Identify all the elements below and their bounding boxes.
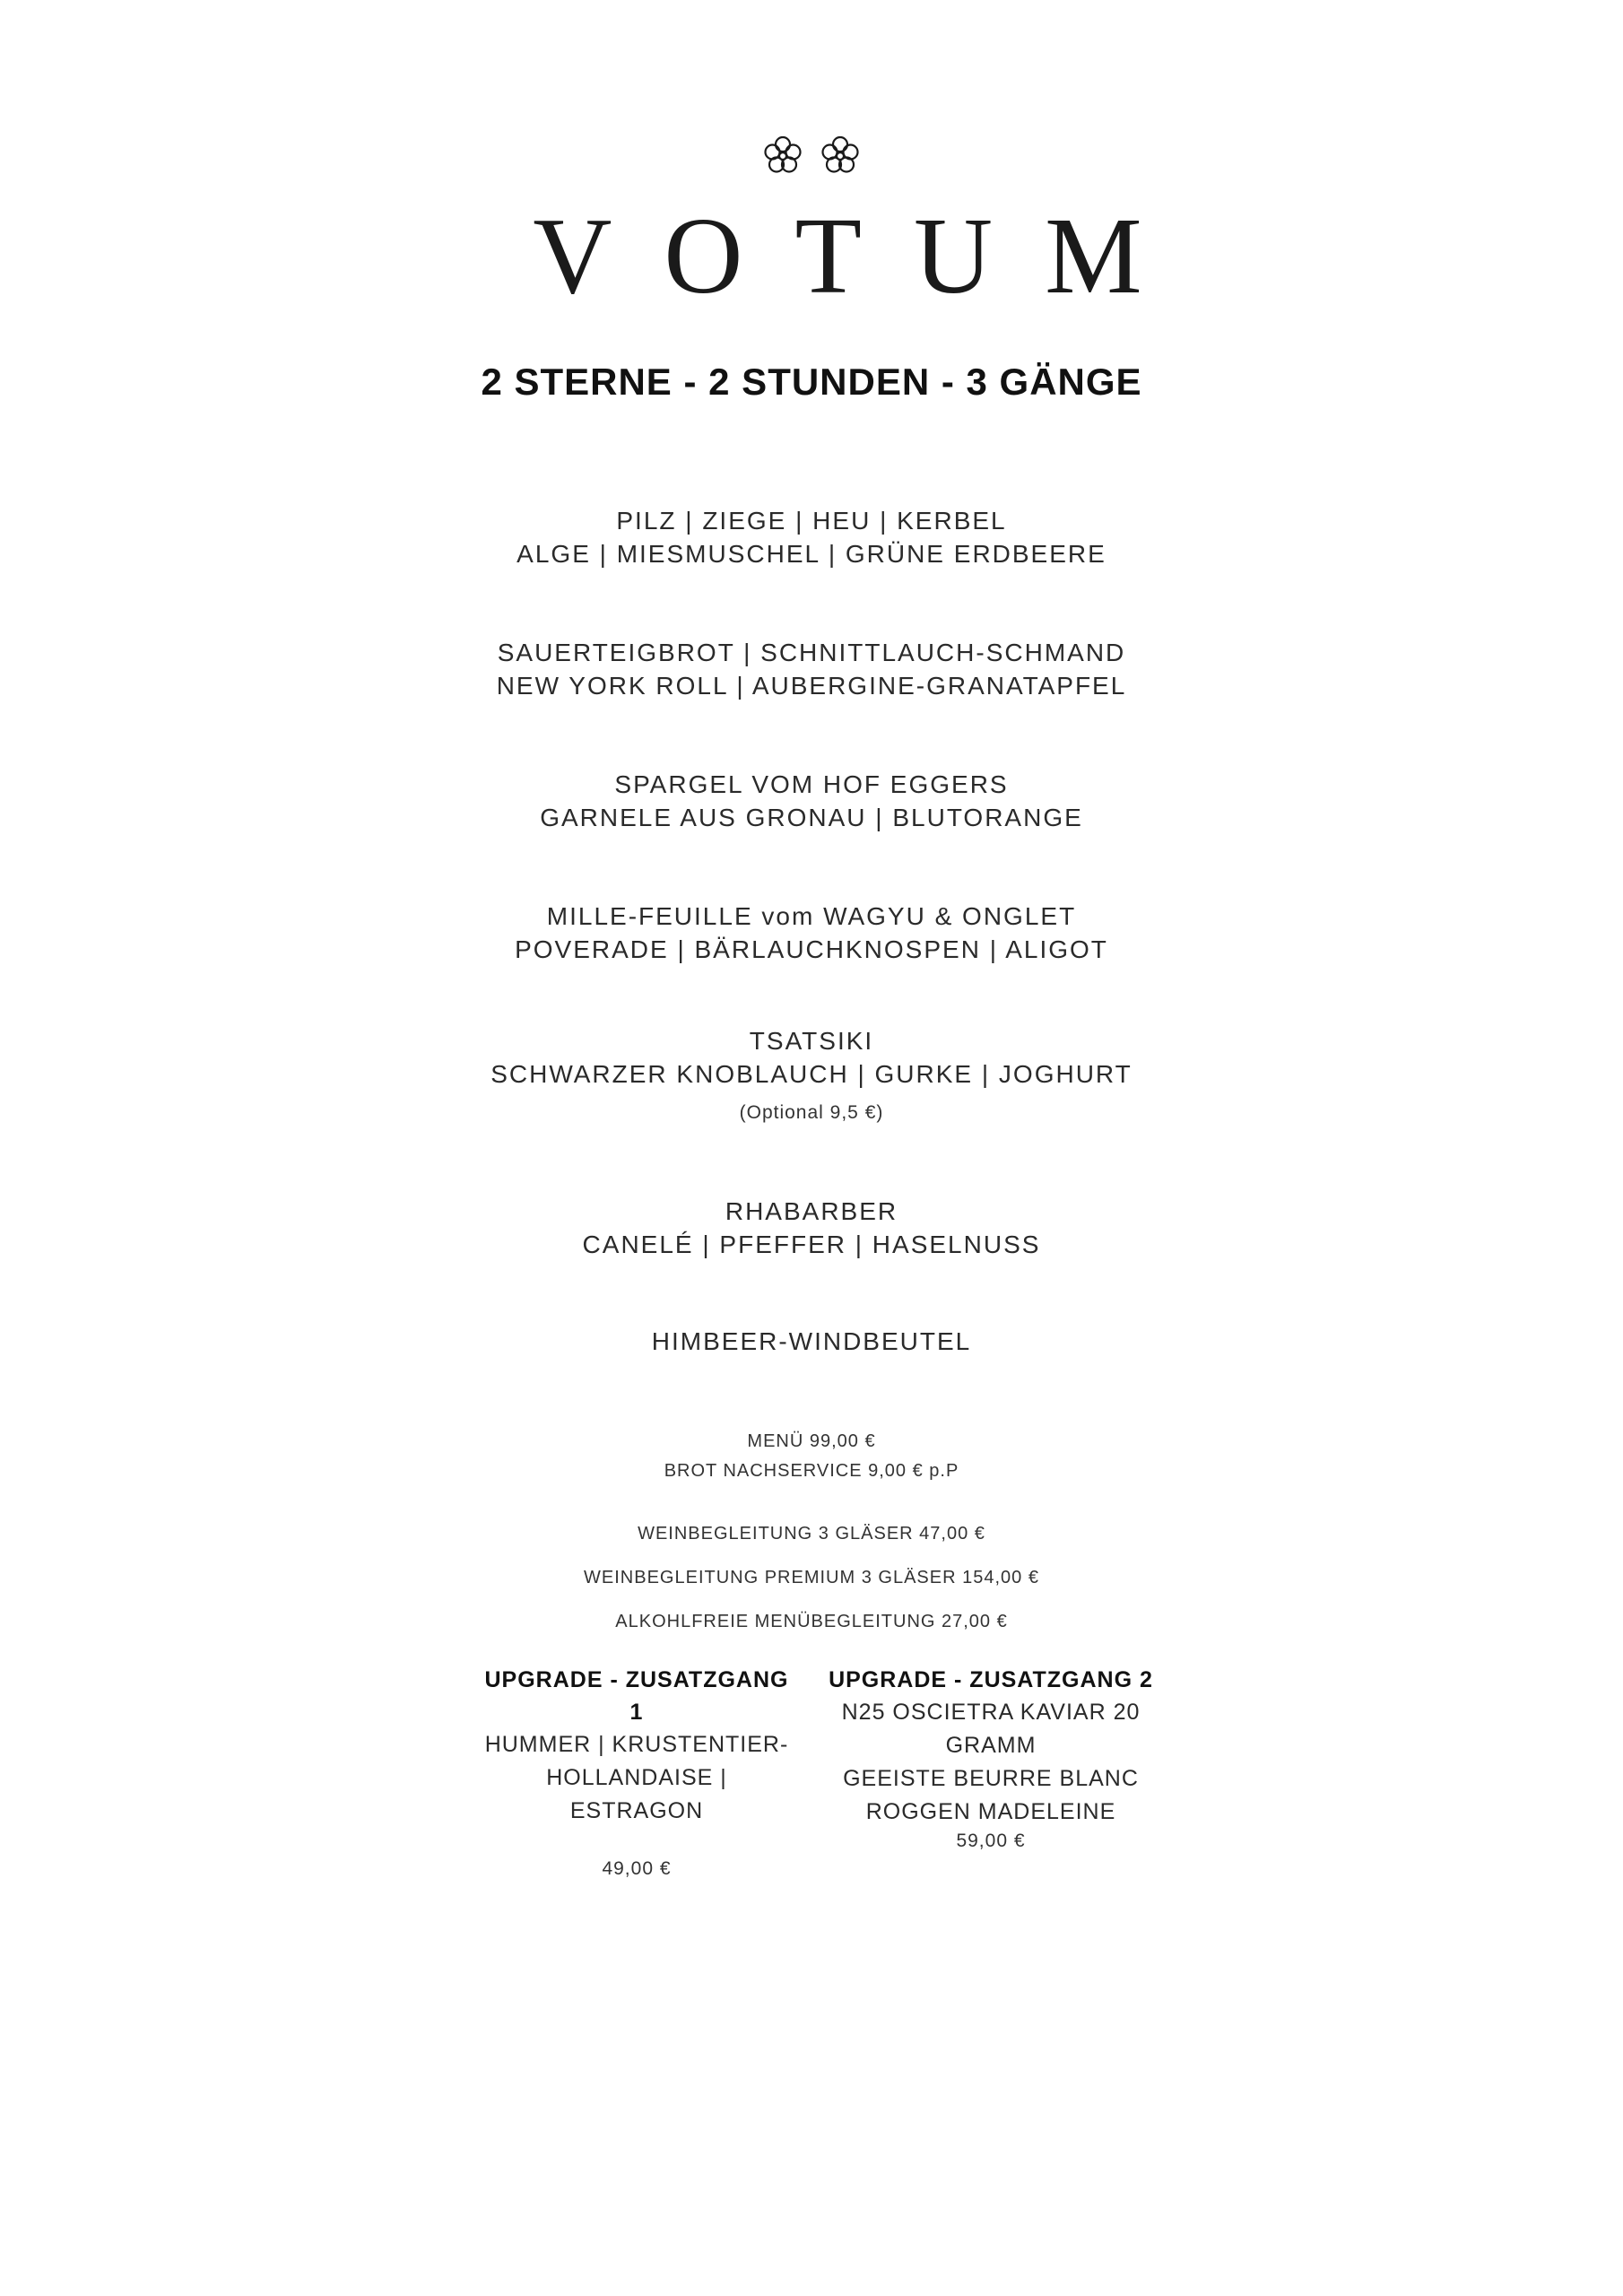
course-note: (Optional 9,5 €) bbox=[739, 1102, 884, 1123]
upgrade-price: 49,00 € bbox=[602, 1858, 672, 1879]
course-2 bbox=[0, 636, 1623, 702]
course-line: HIMBEER-WINDBEUTEL bbox=[651, 1327, 972, 1355]
course-line: ALGE | MIESMUSCHEL | GRÜNE ERDBEERE bbox=[516, 540, 1107, 568]
course-line: MILLE-FEUILLE vom WAGYU & ONGLET bbox=[546, 902, 1077, 930]
brand-logo: VOTUM bbox=[533, 196, 1194, 317]
course-1 bbox=[0, 504, 1623, 570]
upgrade-line: N25 OSCIETRA KAVIAR 20 GRAMM bbox=[841, 1700, 1141, 1758]
upgrade-2 bbox=[798, 1664, 1184, 1852]
upgrade-1 bbox=[484, 1664, 789, 1880]
course-5 bbox=[0, 1024, 1623, 1129]
course-6 bbox=[0, 1195, 1623, 1261]
upgrade-line: HOLLANDAISE | ESTRAGON bbox=[546, 1765, 727, 1823]
course-line: RHABARBER bbox=[725, 1197, 898, 1225]
menu-price: MENÜ 99,00 € bbox=[747, 1431, 876, 1451]
non-alcoholic-pairing-price: ALKOHLFREIE MENÜBEGLEITUNG 27,00 € bbox=[615, 1612, 1008, 1631]
michelin-stars bbox=[0, 135, 1623, 188]
flower-star-icon bbox=[819, 135, 862, 178]
upgrade-line: GEEISTE BEURRE BLANC bbox=[843, 1766, 1139, 1791]
course-3 bbox=[0, 768, 1623, 834]
upgrade-price: 59,00 € bbox=[956, 1831, 1026, 1851]
upgrade-line: ROGGEN MADELEINE bbox=[865, 1799, 1116, 1824]
course-7 bbox=[0, 1325, 1623, 1358]
course-line: CANELÉ | PFEFFER | HASELNUSS bbox=[582, 1231, 1041, 1258]
course-line: SAUERTEIGBROT | SCHNITTLAUCH-SCHMAND bbox=[497, 639, 1126, 666]
upgrade-title: UPGRADE - ZUSATZGANG 1 bbox=[484, 1667, 789, 1725]
course-line: SCHWARZER KNOBLAUCH | GURKE | JOGHURT bbox=[490, 1060, 1133, 1088]
course-line: GARNELE AUS GRONAU | BLUTORANGE bbox=[540, 804, 1083, 831]
flower-star-icon bbox=[761, 135, 804, 178]
course-line: NEW YORK ROLL | AUBERGINE-GRANATAPFEL bbox=[496, 672, 1127, 700]
course-4 bbox=[0, 900, 1623, 966]
course-line: TSATSIKI bbox=[749, 1027, 874, 1055]
upgrade-line: HUMMER | KRUSTENTIER- bbox=[484, 1732, 789, 1757]
upgrade-title: UPGRADE - ZUSATZGANG 2 bbox=[829, 1667, 1153, 1692]
course-line: POVERADE | BÄRLAUCHKNOSPEN | ALIGOT bbox=[515, 935, 1108, 963]
wine-pairing-price: WEINBEGLEITUNG 3 GLÄSER 47,00 € bbox=[638, 1524, 985, 1544]
course-line: PILZ | ZIEGE | HEU | KERBEL bbox=[616, 507, 1007, 535]
wine-pairing-premium-price: WEINBEGLEITUNG PREMIUM 3 GLÄSER 154,00 € bbox=[584, 1568, 1039, 1587]
bread-price: BROT NACHSERVICE 9,00 € p.P bbox=[664, 1461, 959, 1481]
course-line: SPARGEL VOM HOF EGGERS bbox=[614, 770, 1009, 798]
menu-tagline: 2 STERNE - 2 STUNDEN - 3 GÄNGE bbox=[481, 361, 1142, 403]
